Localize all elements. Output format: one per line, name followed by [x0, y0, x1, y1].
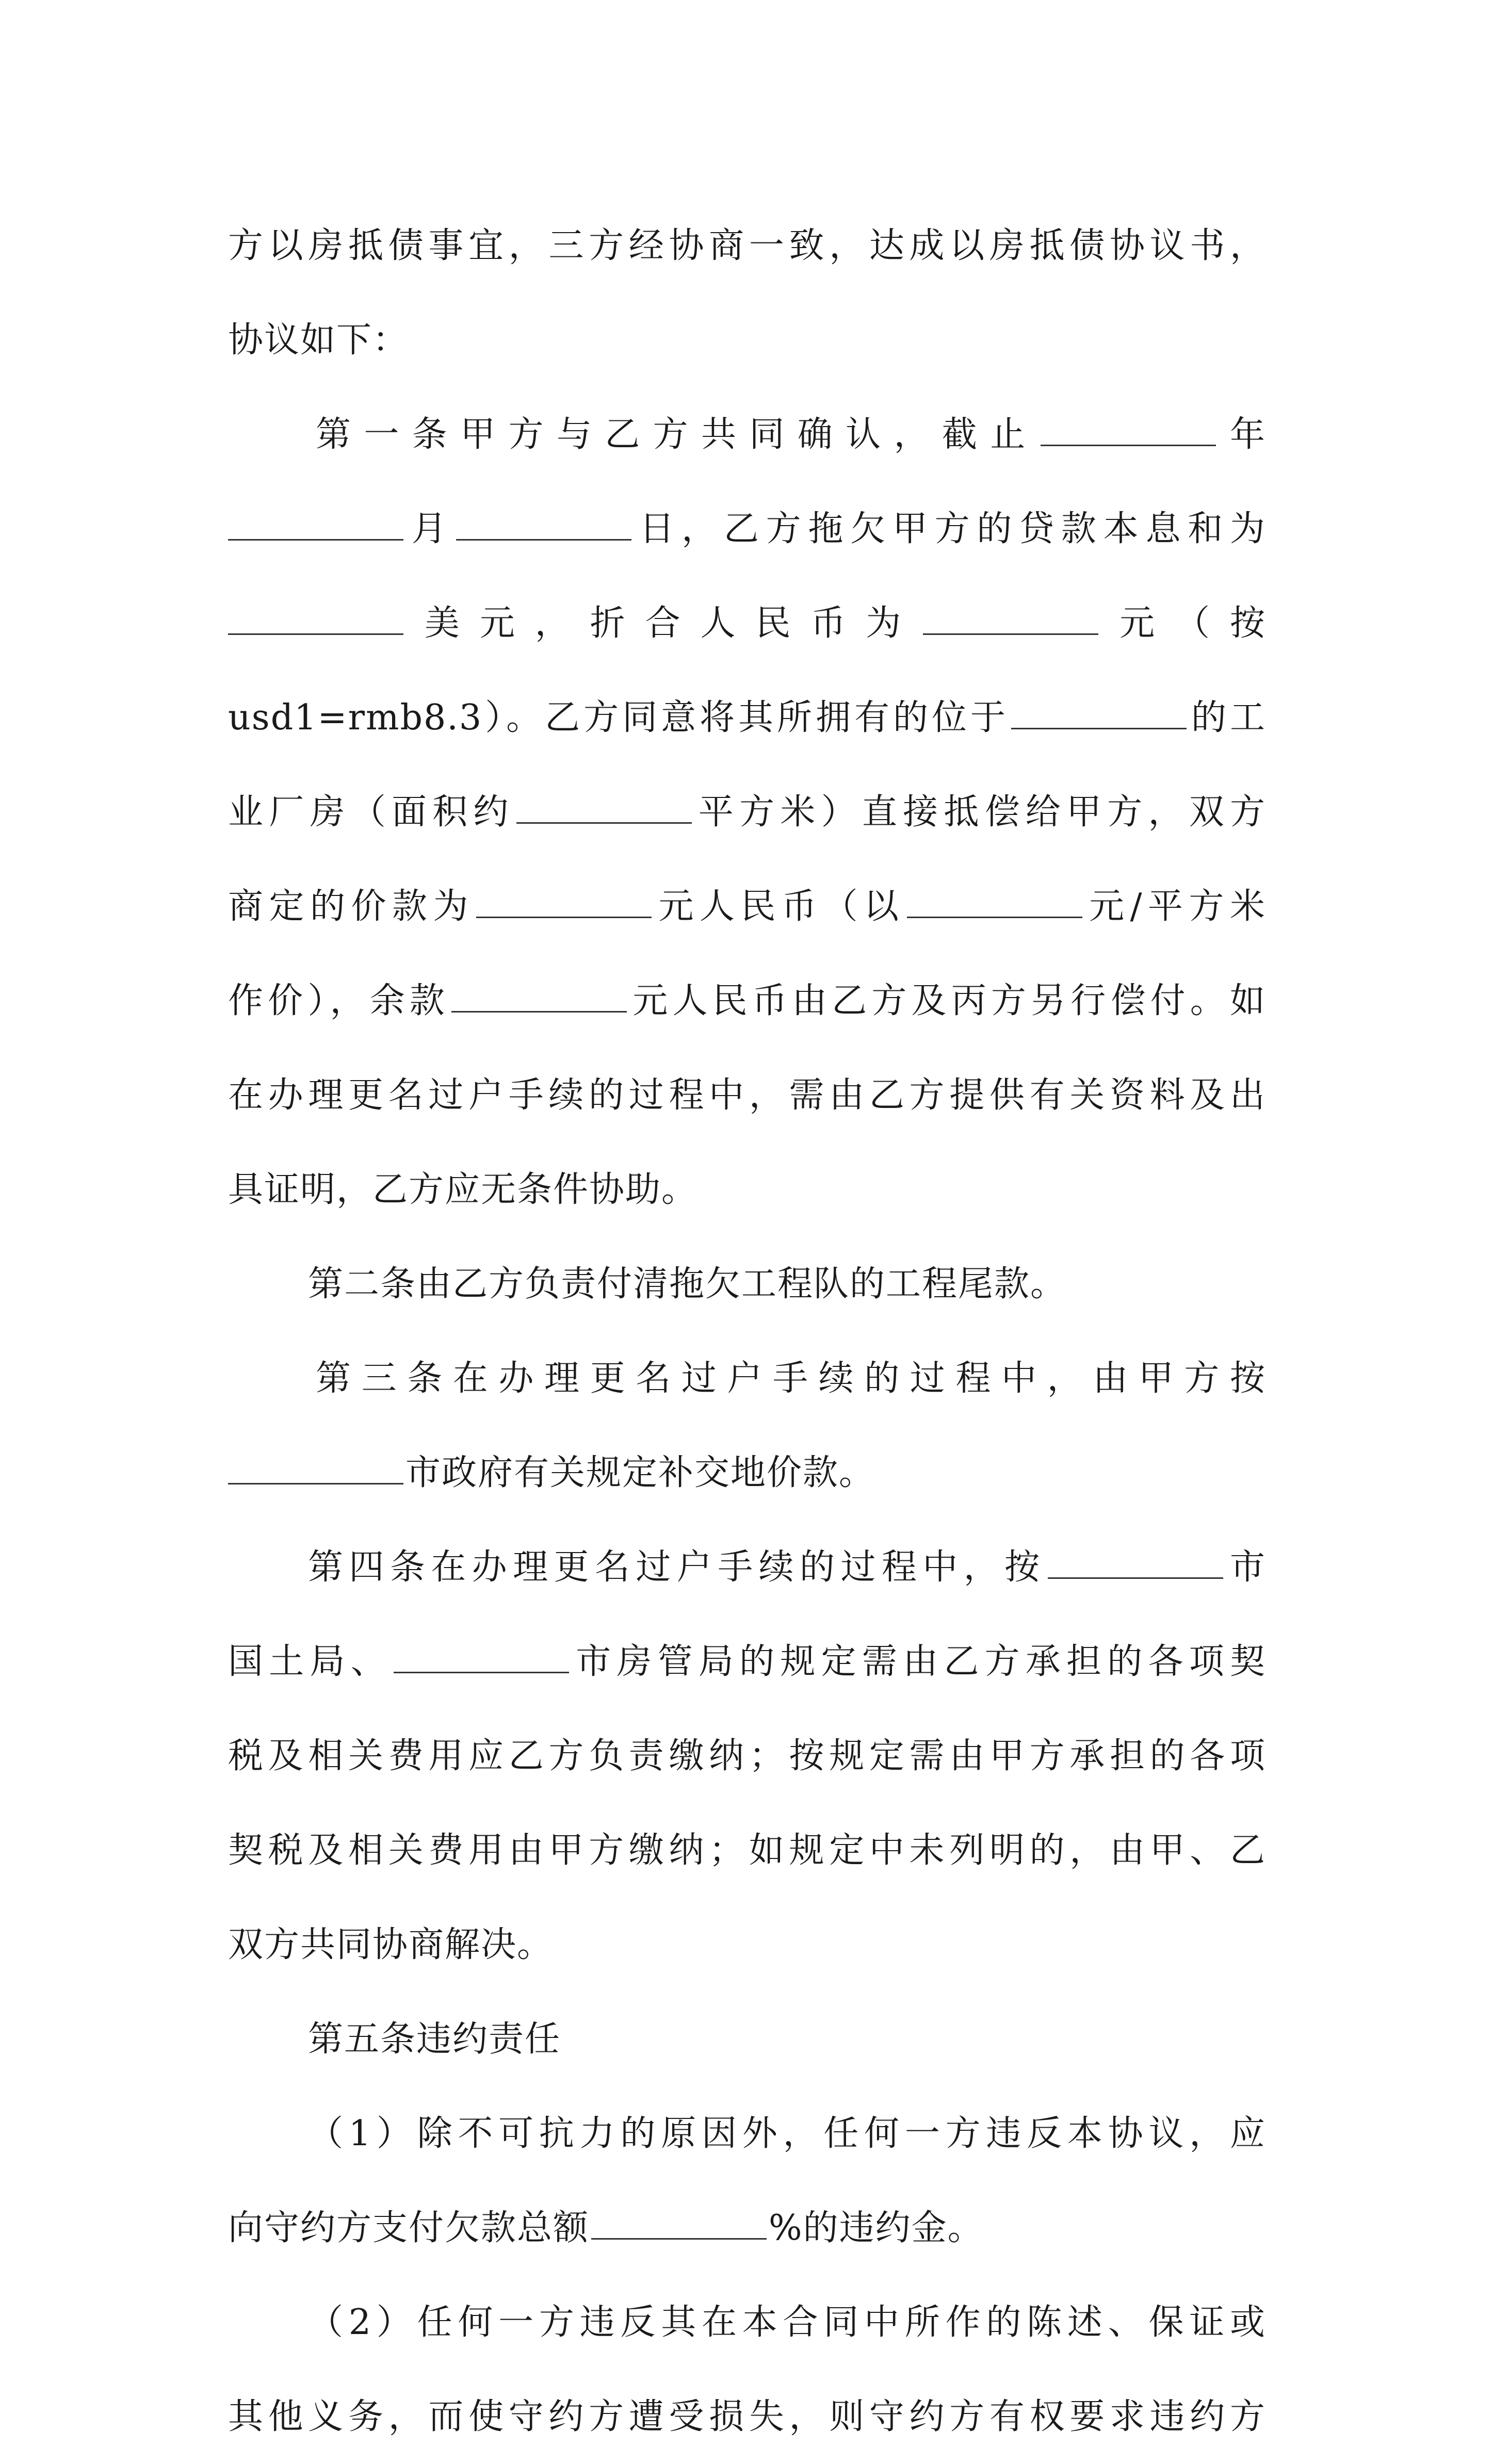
- line-text: 第五条违约责任: [308, 2019, 561, 2060]
- text-line: [228, 1992, 1266, 2086]
- line-text: 业厂房（面积约: [228, 792, 514, 833]
- fill-blank: [228, 631, 403, 635]
- line-text: 其他义务，而使守约方遭受损失，则守约方有权要求违约方: [228, 2396, 1266, 2437]
- line-text: 商定的价款为: [228, 886, 475, 927]
- document-page: [228, 199, 1266, 2464]
- line-text: 在办理更名过户手续的过程中，需由乙方提供有关资料及出: [228, 1075, 1266, 1116]
- line-text: （2）任何一方违反其在本合同中所作的陈述、保证或: [308, 2302, 1266, 2343]
- text-line: [228, 1614, 1266, 1709]
- line-text: 具证明，乙方应无条件协助。: [228, 1169, 698, 1210]
- text-line: [228, 199, 1266, 293]
- fill-blank: [456, 537, 631, 541]
- fill-blank: [394, 1670, 569, 1673]
- line-text: 月: [405, 509, 454, 549]
- line-text: usd1=rmb8.3）。乙方同意将其所拥有的位于: [228, 697, 1009, 738]
- text-line: [228, 293, 1266, 387]
- line-text: 年: [1218, 414, 1266, 455]
- line-text: 向守约方支付欠款总额: [228, 2208, 590, 2248]
- line-text: 作价），余款: [228, 981, 450, 1021]
- line-text: 市政府有关规定补交地价款。: [405, 1453, 875, 1493]
- text-line: [228, 1803, 1266, 1898]
- line-text: 的工: [1189, 697, 1266, 738]
- text-line: [228, 2181, 1266, 2275]
- fill-blank: [1011, 726, 1187, 729]
- line-text: 元人民币由乙方及丙方另行偿付。如: [629, 981, 1266, 1021]
- line-text: 元/平方米: [1084, 886, 1266, 927]
- text-line: [228, 387, 1266, 482]
- text-line: [228, 765, 1266, 859]
- line-text: 日，乙方拖欠甲方的贷款本息和为: [633, 509, 1266, 549]
- line-text: 第四条在办理更名过户手续的过程中，按: [308, 1547, 1046, 1588]
- line-text: 方以房抵债事宜，三方经协商一致，达成以房抵债协议书，: [228, 225, 1266, 266]
- fill-blank: [228, 537, 403, 541]
- text-line: [228, 2275, 1266, 2370]
- line-text: 第三条在办理更名过户手续的过程中，由甲方按: [316, 1358, 1266, 1399]
- line-text: 平方米）直接抵偿给甲方，双方: [693, 792, 1266, 833]
- text-line: [228, 1331, 1266, 1426]
- text-line: [228, 1426, 1266, 1520]
- text-line: [228, 954, 1266, 1048]
- text-line: [228, 859, 1266, 954]
- line-text: 国土局、: [228, 1641, 392, 1682]
- line-text: 市房管局的规定需由乙方承担的各项契: [571, 1641, 1266, 1682]
- line-text: 第二条由乙方负责付清拖欠工程队的工程尾款。: [308, 1264, 1067, 1304]
- line-text: 美元，折合人民币为: [405, 603, 921, 644]
- text-line: [228, 482, 1266, 576]
- text-line: [228, 2086, 1266, 2181]
- line-text: 元（按: [1100, 603, 1266, 644]
- fill-blank: [591, 2236, 767, 2240]
- line-text: 协议如下：: [228, 320, 409, 361]
- text-line: [228, 576, 1266, 671]
- fill-blank: [907, 915, 1082, 918]
- line-text: 元人民币（以: [654, 886, 905, 927]
- fill-blank: [228, 1481, 403, 1484]
- fill-blank: [1048, 1575, 1223, 1579]
- text-line: [228, 1898, 1266, 1992]
- line-text: 契税及相关费用由甲方缴纳；如规定中未列明的，由甲、乙: [228, 1830, 1266, 1871]
- line-text: （1）除不可抗力的原因外，任何一方违反本协议，应: [308, 2113, 1266, 2154]
- text-line: [228, 1237, 1266, 1331]
- text-line: [228, 1709, 1266, 1803]
- line-text: %的违约金。: [769, 2208, 984, 2248]
- fill-blank: [923, 631, 1098, 635]
- text-line: [228, 1520, 1266, 1614]
- fill-blank: [451, 1009, 627, 1013]
- line-text: 第一条甲方与乙方共同确认，截止: [316, 414, 1038, 455]
- fill-blank: [1041, 443, 1216, 446]
- text-line: [228, 1048, 1266, 1143]
- line-text: 税及相关费用应乙方负责缴纳；按规定需由甲方承担的各项: [228, 1736, 1266, 1776]
- text-line: [228, 1143, 1266, 1237]
- fill-blank: [476, 915, 652, 918]
- line-text: 市: [1225, 1547, 1266, 1588]
- line-text: 双方共同协商解决。: [228, 1924, 554, 1965]
- fill-blank: [516, 820, 692, 824]
- text-line: [228, 2370, 1266, 2464]
- text-line: [228, 671, 1266, 765]
